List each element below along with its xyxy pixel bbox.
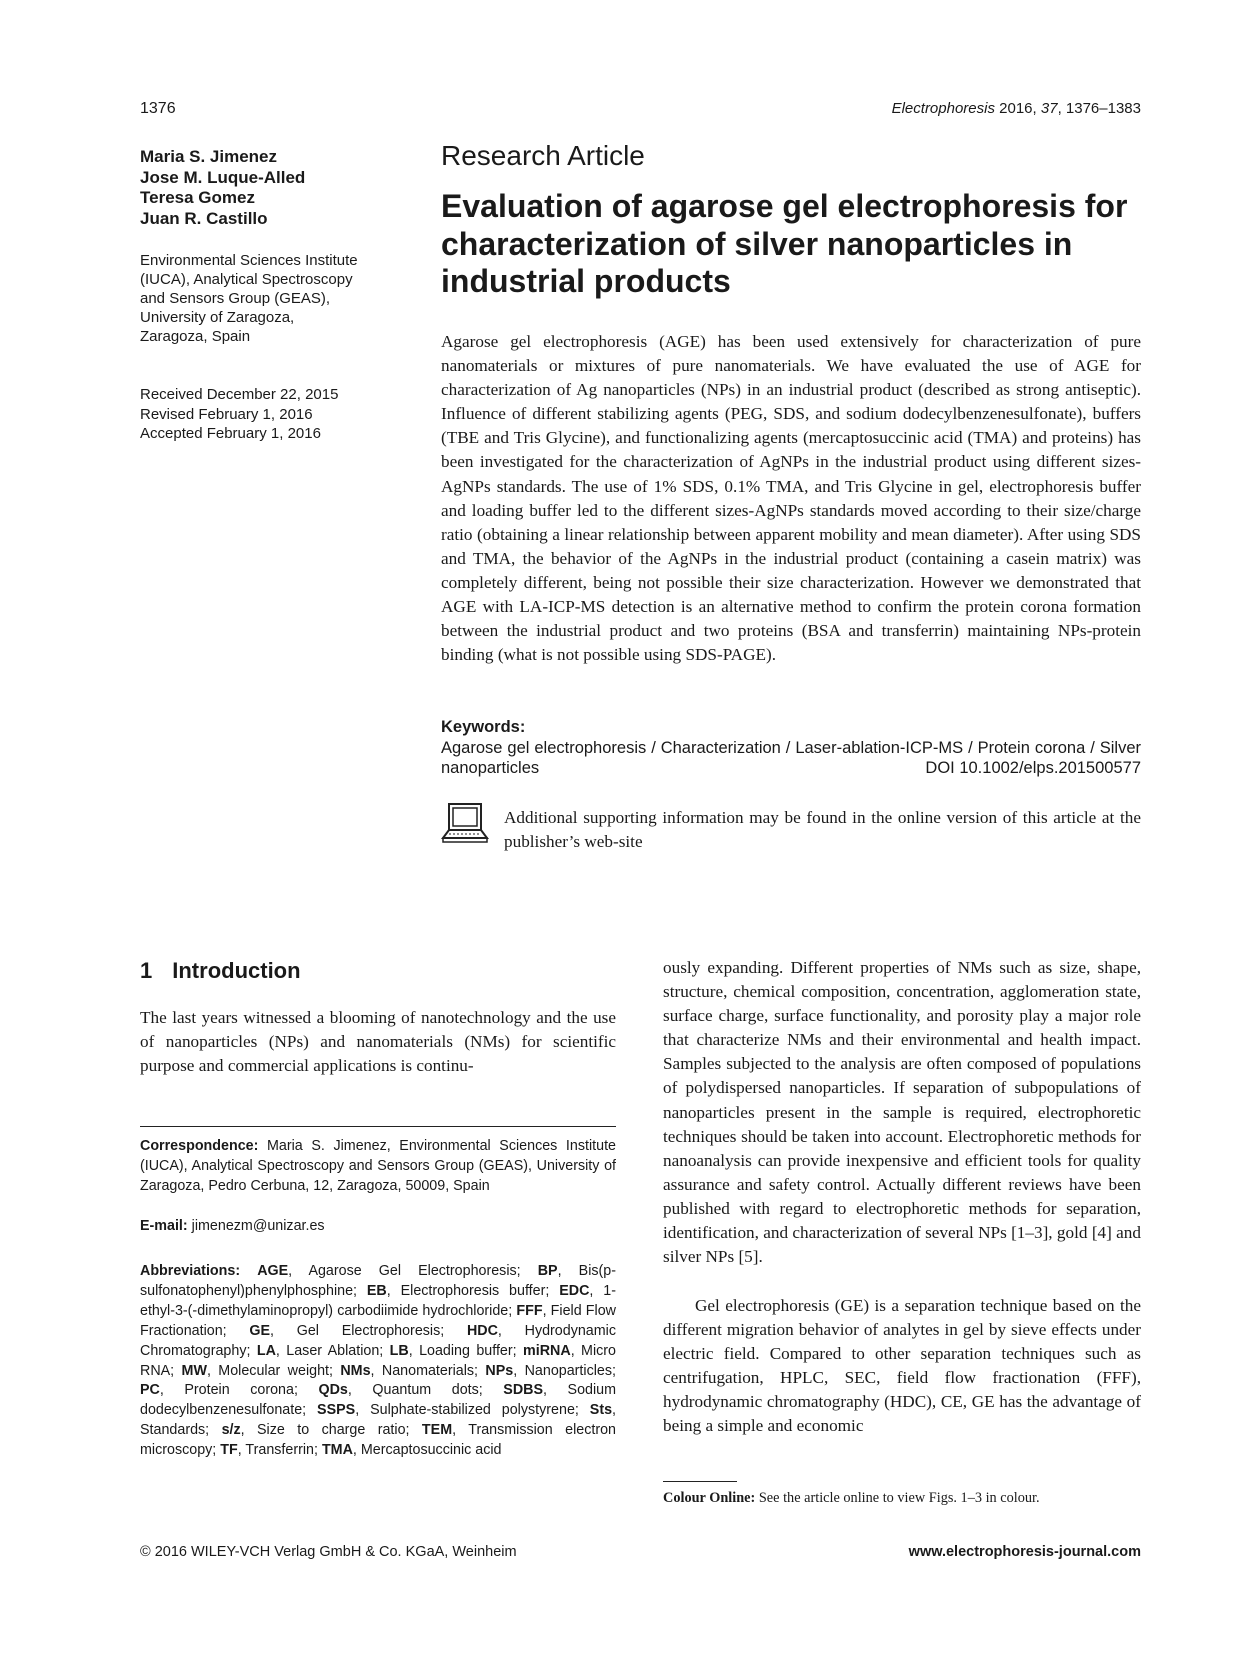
abbreviation-term: FFF (516, 1302, 543, 1319)
section-title: Introduction (172, 958, 301, 983)
intro-paragraph: The last years witnessed a blooming of nanotechnology and the use of nanoparticles (NPs) and nanomaterials (NMs) for scientific purpose and commercial applications is continu- (140, 1008, 616, 1076)
abbreviation-definition: , Mercaptosuccinic acid (352, 1442, 502, 1459)
abbreviation-term: NPs (485, 1362, 514, 1379)
article-history (140, 385, 400, 444)
abbreviation-definition: , Nanomaterials; (370, 1362, 486, 1379)
copyright-notice: © 2016 WILEY-VCH Verlag GmbH & Co. KGaA, Weinheim (140, 1544, 517, 1560)
affiliation-line: and Sensors Group (GEAS), (140, 290, 331, 307)
affiliation-line: University of Zaragoza, (140, 309, 295, 326)
received-date: Received December 22, 2015 (140, 386, 339, 403)
abbreviation-term: QDs (318, 1382, 348, 1399)
doi[interactable]: DOI 10.1002/elps.201500577 (925, 759, 1141, 777)
abbreviation-definition: , Laser Ablation; (275, 1342, 390, 1359)
abbreviation-term: MW (181, 1362, 207, 1379)
email-label: E-mail: (140, 1218, 188, 1234)
revised-date: Revised February 1, 2016 (140, 405, 313, 423)
abbreviation-definition: , Sodium dodecylbenzenesulfonate; (140, 1382, 617, 1419)
abbreviation-definition: , Size to charge ratio; (240, 1422, 422, 1439)
correspondence-text: Maria S. Jimenez, Environmental Sciences Institute (IUCA), Analytical Spectroscopy and Sensors Group (GEAS), University of Zaragoza, Pedro Cerbuna, 12, Zaragoza, 50009, Spain (140, 1138, 616, 1194)
abbreviation-definition: , Micro RNA; (140, 1342, 616, 1379)
section-heading (140, 958, 301, 984)
abbreviations-label: Abbreviations: (140, 1263, 241, 1279)
author-name: Teresa Gomez (140, 188, 255, 207)
intro-paragraph: Gel electrophoresis (GE) is a separation technique based on the different migration behavior of analytes in gel by sieve effects under electric field. Compared to other separation techniques such as centrifugation, HPLC, SEC, field flow fractionation (FFF), hydrodynamic chromatography (HDC), CE, GE has the advantage of being a simple and economic (663, 1296, 1141, 1436)
abbreviation-definition: , Agarose Gel Electrophoresis; (288, 1263, 538, 1279)
computer-icon (441, 802, 489, 846)
abbreviation-definition: , Field Flow Fractionation; (140, 1302, 616, 1339)
abbreviation-term: s/z (221, 1422, 241, 1439)
abbreviation-term: BP (537, 1263, 558, 1279)
abbreviation-definition: , Sulphate-stabilized polystyrene; (355, 1402, 590, 1419)
abbreviation-definition: , Electrophoresis buffer; (386, 1282, 560, 1299)
abbreviation-definition: , Molecular weight; (206, 1362, 341, 1379)
affiliation (140, 251, 410, 346)
journal-reference: Electrophoresis 2016, 37, 1376–1383 (891, 100, 1141, 117)
abbreviation-definition: , Hydrodynamic Chromatography; (140, 1322, 616, 1359)
section-number: 1 (140, 958, 153, 983)
page-number: 1376 (140, 100, 176, 117)
journal-name: Electrophoresis (891, 100, 995, 117)
abbreviations-list (140, 1262, 616, 1461)
abbreviation-definition: , Transferrin; (237, 1442, 322, 1459)
correspondence-label: Correspondence: (140, 1138, 259, 1154)
abbreviation-entries (140, 1263, 616, 1458)
colour-online-note (663, 1490, 1141, 1507)
article-title: Evaluation of agarose gel electrophoresis for characterization of silver nanoparticles in industrial products (441, 188, 1128, 299)
article-type: Research Article (441, 140, 645, 171)
supporting-info-note: Additional supporting information may be found in the online version of this article at the publisher’s web-site (504, 808, 1141, 851)
abbreviation-definition: , 1-ethyl-3-(-dimethylaminopropyl) carbodiimide hydrochloride; (140, 1282, 616, 1319)
abbreviation-term: SSPS (317, 1402, 356, 1419)
abbreviation-term: GE (249, 1322, 271, 1339)
abbreviation-term: TMA (321, 1442, 353, 1459)
abbreviation-term: LB (389, 1342, 409, 1359)
footnote-divider (663, 1481, 737, 1482)
abbreviation-term: TEM (421, 1422, 453, 1439)
abbreviation-term: miRNA (523, 1342, 571, 1359)
abbreviation-term: LA (256, 1342, 276, 1359)
abbreviation-definition: , Gel Electrophoresis; (270, 1322, 467, 1339)
email-address[interactable]: jimenezm@unizar.es (191, 1218, 325, 1234)
journal-volume: 37 (1040, 100, 1058, 117)
colour-online-text: See the article online to view Figs. 1–3 in colour. (758, 1490, 1040, 1506)
affiliation-line: Zaragoza, Spain (140, 328, 251, 345)
email-line (140, 1217, 616, 1237)
abbreviation-term: HDC (466, 1322, 498, 1339)
author-name: Juan R. Castillo (140, 208, 268, 228)
abbreviation-term: Sts (589, 1402, 613, 1419)
abbreviation-term: EDC (559, 1282, 590, 1299)
abbreviation-definition: , Quantum dots; (347, 1382, 504, 1399)
correspondence-note (140, 1137, 616, 1196)
journal-website[interactable]: www.electrophoresis-journal.com (908, 1544, 1141, 1560)
abbreviation-definition: , Nanoparticles; (513, 1362, 616, 1379)
affiliation-line: (IUCA), Analytical Spectroscopy (140, 271, 353, 288)
affiliation-line: Environmental Sciences Institute (140, 252, 358, 269)
abbreviation-term: SDBS (503, 1382, 544, 1399)
keywords-label: Keywords: (441, 718, 526, 736)
intro-paragraph: ously expanding. Different properties of NMs such as size, shape, structure, chemical composition, concentration, agglomeration state, surface charge, surface functionality, and porosity play a major role that characterize NMs and their environmental and health impact. Samples subjected to the analysis are often composed of populations of polydispersed nanoparticles. If separation of subpopulations of nanoparticles present in the sample is required, electrophoretic techniques should be taken into account. Electrophoretic methods for nanoanalysis can provide inexpensive and efficient tools for quality assurance and safety control. Actually different reviews have been published with regard to electrophoretic methods for separation, identification, and characterization of several NPs [1–3], gold [4] and silver NPs [5]. (663, 958, 1141, 1267)
journal-pages: 1376–1383 (1065, 100, 1141, 117)
author-list (140, 147, 400, 229)
abstract: Agarose gel electrophoresis (AGE) has been used extensively for characterization of pure nanomaterials or mixtures of pure nanomaterials. We have evaluated the use of AGE for characterization of Ag nanoparticles (NPs) in an industrial product (described as strong antiseptic). Influence of different stabilizing agents (PEG, SDS, and sodium dodecylbenzenesulfonate), buffers (TBE and Tris Glycine), and functionalizing agents (mercaptosuccinic acid (TMA) and proteins) has been investigated for the characterization of AgNPs in the industrial product using different sizes-AgNPs standards. The use of 1% SDS, 0.1% TMA, and Tris Glycine in gel, electrophoresis buffer and loading buffer led to the different sizes-AgNPs standards moved according to their size/charge ratio (obtaining a linear relationship between apparent mobility and mean diameter). After using SDS and TMA, the behavior of the AgNPs in the industrial product (containing a casein matrix) was completely different, being not possible their size characterization. However we demonstrated that AGE with LA-ICP-MS detection is an alternative method to confirm the protein corona formation between the industrial product and two proteins (BSA and transferrin) maintaining NPs-protein binding (what is not possible using SDS-PAGE). (441, 332, 1141, 665)
author-name: Jose M. Luque-Alled (140, 167, 306, 187)
abbreviation-term: PC (140, 1382, 160, 1399)
author-name: Maria S. Jimenez (140, 147, 278, 166)
keywords-list: Agarose gel electrophoresis / Characterization / Laser-ablation-ICP-MS / Protein corona / Silver nanoparticles (441, 739, 1141, 777)
abbreviation-definition: , Loading buffer; (408, 1342, 524, 1359)
footnote-divider (140, 1126, 616, 1127)
abbreviation-definition: , Transmission electron microscopy; (140, 1422, 616, 1459)
abbreviation-term: EB (366, 1282, 387, 1299)
abbreviation-term: TF (220, 1442, 238, 1459)
colour-online-label: Colour Online: (663, 1490, 756, 1506)
accepted-date: Accepted February 1, 2016 (140, 425, 321, 442)
abbreviation-definition: , Protein corona; (159, 1382, 319, 1399)
journal-year: 2016 (999, 100, 1033, 117)
abbreviation-term: NMs (340, 1362, 371, 1379)
abbreviation-definition: , Standards; (140, 1402, 617, 1439)
abbreviation-term: AGE (257, 1263, 289, 1279)
abbreviation-definition: , Bis(p-sulfonatophenyl)phenylphosphine; (140, 1263, 616, 1299)
